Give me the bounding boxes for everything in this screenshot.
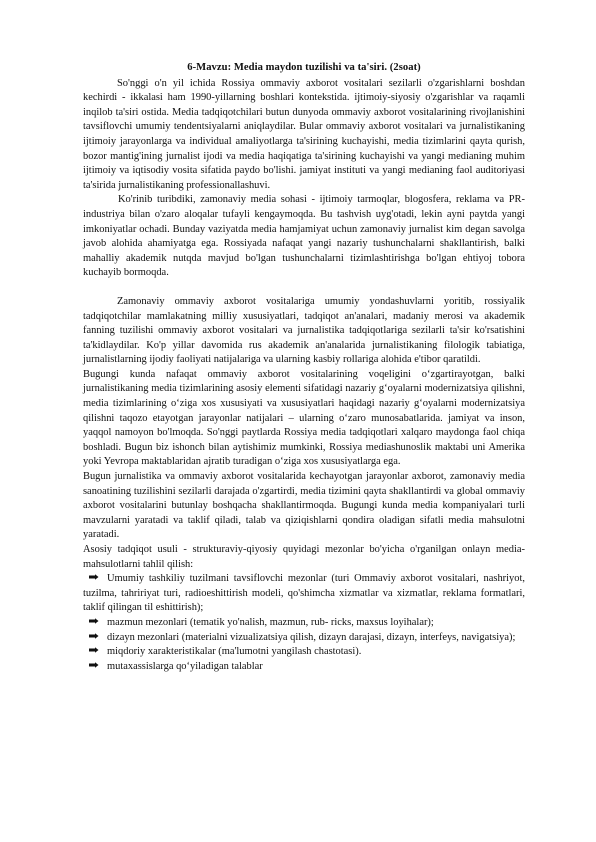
page-title: 6-Mavzu: Media maydon tuzilishi va ta'siri. (2soat): [187, 62, 421, 73]
paragraph-2: Ko'rinib turibdiki, zamonaviy media sohasi - ijtimoiy tarmoqlar, blogosfera, reklama va PR-industriya bilan o'zaro aloqalar tufayli kengaymoqda. Bu tashvish uyg'otadi, lekin ayni paytda yangi imkoniyatlar ochadi. Bunday vaziyatda media hamjamiyat uchun zamonaviy jurnalist kim degan savolga javob alohida ahamiyatga ega. Rossiyada nafaqat yangi nazariy tushunchalarni shakllantirish, balki mahalliy akademik nutqda mavjud bo'lgan tushunchalarni tizimlashtirishga bo'lgan ehtiyoj tobora kuchayib bormoqda.: [83, 194, 525, 279]
paragraph-5: Bugun jurnalistika va ommaviy axborot vositalarida kechayotgan jarayonlar axborot, zamonaviy media sanoatining tuzilishini sezilarli darajada o'zgartirdi, media tizimini qayta shakllantirdi va global ommaviy axborot vositalarini butunlay boshqacha shakllantirmoqda. Bugungi kunda media kompaniyalari turli mavzularni yaratadi va taklif qiladi, talab va qiziqishlarni qondira oladigan sifatli media mahsulotni yaratadi.: [83, 471, 525, 541]
pointing-hand-icon: [89, 645, 101, 660]
list-item: [83, 616, 525, 631]
criteria-list: [83, 572, 525, 674]
list-item-text: dizayn mezonlari (materialni vizualizatsiya qilish, dizayn darajasi, dizayn, interfeys, navigatsiya);: [107, 631, 516, 643]
list-item: [83, 572, 525, 616]
paragraph-gap: [83, 281, 525, 295]
paragraph-1: So'nggi o'n yil ichida Rossiya ommaviy axborot vositalari sezilarli o'zgarishlarni boshdan kechirdi - ikkalasi ham 1990-yillarning boshlari kontekstida. ijtimoiy-siyosiy o'zgarishlar va raqamli inqilob ta'siri ostida. Media tadqiqotchilari butun dunyoda ommaviy axborot vositalarining rivojlanishini tavsiflovchi umumiy tendentsiyalarni aniqlaydilar. Bular ommaviy axborot vositalari va jurnalistikaning ijtimoiy jarayonlarga va individual amaliyotlarga ta'sirining kuchayishi, media tizimlarini qayta qurish, bozor mantig'ining jurnalist ijodi va media haqiqatiga ta'sirining kuchayishi va yangi medianing muhim ijtimoiy va iqtisodiy vosita sifatida paydo bo'lishi. jamiyat instituti va yangi medianing faol auditoriyasi ta'sirida jurnalistikaning professionallashuvi.: [83, 77, 525, 191]
document-body: [83, 61, 525, 674]
list-item: [83, 645, 525, 660]
list-item-text: mutaxassislarga qo‘yiladigan talablar: [107, 660, 263, 672]
pointing-hand-icon: [89, 631, 101, 646]
paragraph-6: Asosiy tadqiqot usuli - strukturaviy-qiyosiy quyidagi mezonlar bo'yicha o'rganilgan onlayn media-mahsulotlarni tahlil qilish:: [83, 544, 525, 570]
paragraph-3: Zamonaviy ommaviy axborot vositalariga umumiy yondashuvlarni yoritib, rossiyalik tadqiqotchilar mamlakatning milliy xususiyatlari, tadqiqot an'analari, madaniy merosi va akademik fanning tuzilishi ommaviy axborot vositalari va jurnalistika tadqiqotlariga sezilarli ta'sir ko'rsatishini ta'kidlaydilar. Ko'p yillar davomida rus akademik an'analarida jurnalistikaning filologik tabiatiga, jurnalistlarning ijodiy faoliyati natijalariga va ularning kasbiy rollariga alohida e'tibor qaratildi.: [83, 295, 525, 366]
pointing-hand-icon: [89, 572, 101, 587]
paragraph-4: Bugungi kunda nafaqat ommaviy axborot vositalarining voqeligini o‘zgartirayotgan, balki jurnalistikaning media tizimlarining asosiy elementi sifatidagi nazariy g‘oyalarni modernizatsiya qilishni, media tizimlarining o‘ziga xos xususiyati va xususiyatlari haqidagi nazariy g‘oyalarni modernizatsiya qilishni taqozo etayotgan jarayonlar natijalari – ularning o‘zaro munosabatlarida. jamiyat va inson, yaqqol namoyon bo'lmoqda. So'nggi paytlarda Rossiya media tadqiqotlari xalqaro maydonga faol chiqa boshladi. Bugun biz ishonch bilan aytishimiz mumkinki, Rossiya mediashunoslik maktabi uni Amerika yoki Yevropa maktablaridan ajratib turadigan o‘ziga xos xususiyatlarga ega.: [83, 368, 525, 468]
list-item: [83, 660, 525, 675]
list-item-text: mazmun mezonlari (tematik yo'nalish, mazmun, rub- ricks, maxsus loyihalar);: [107, 616, 434, 628]
list-item-text: Umumiy tashkiliy tuzilmani tavsiflovchi mezonlar (turi Ommaviy axborot vositalari, nashriyot, tuzilma, tahririyat turi, radioeshittirish modeli, qo'shimcha xizmatlar va xizmatlar, reklama formatlari, taklif qilingan til eshittirish);: [83, 573, 525, 614]
list-item-text: miqdoriy xarakteristikalar (ma'lumotni yangilash chastotasi).: [107, 646, 362, 658]
list-item: [83, 631, 525, 646]
pointing-hand-icon: [89, 616, 101, 631]
pointing-hand-icon: [89, 660, 101, 675]
